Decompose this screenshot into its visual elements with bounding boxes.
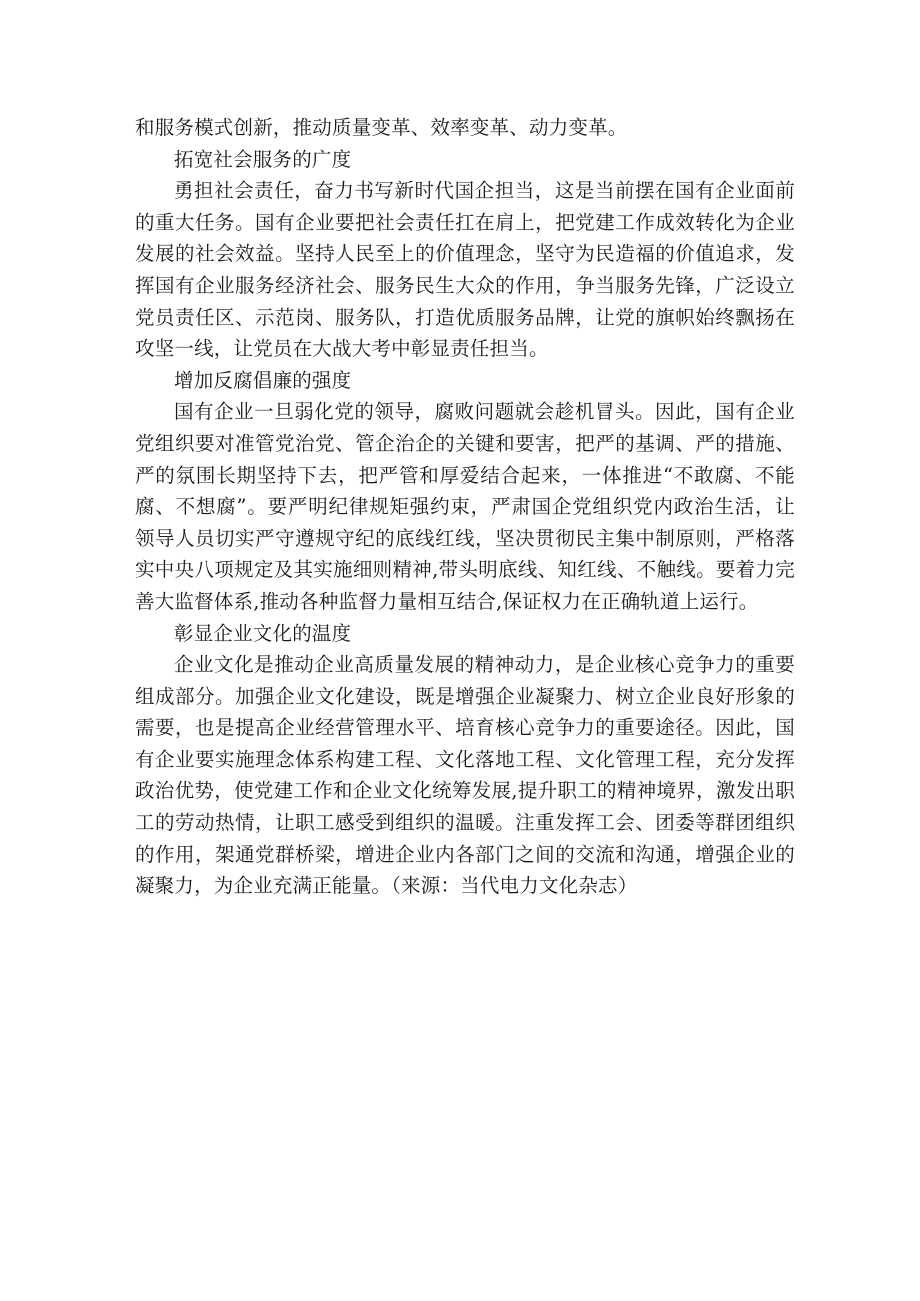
document-page: [135, 112, 795, 902]
section-body-corporate-culture: 企业文化是推动企业高质量发展的精神动力，是企业核心竞争力的重要组成部分。加强企业文化建设，既是增强企业凝聚力、树立企业良好形象的需要，也是提高企业经营管理水平、培育核心竞争力的重要途径。因此，国有企业要实施理念体系构建工程、文化落地工程、文化管理工程，充分发挥政治优势，使党建工作和企业文化统筹发展,提升职工的精神境界，激发出职工的劳动热情，让职工感受到组织的温暖。注重发挥工会、团委等群团组织的作用，架通党群桥梁，增进企业内各部门之间的交流和沟通，增强企业的凝聚力，为企业充满正能量。（来源：当代电力文化杂志）: [135, 653, 795, 898]
section-heading-social-service: 拓宽社会服务的广度: [174, 147, 352, 171]
continuation-paragraph: 和服务模式创新，推动质量变革、效率变革、动力变革。: [135, 116, 628, 139]
section-heading-anti-corruption: 增加反腐倡廉的强度: [174, 368, 352, 392]
section-body-anti-corruption: 国有企业一旦弱化党的领导，腐败问题就会趁机冒头。因此，国有企业党组织要对准管党治党、管企治企的关键和要害，把严的基调、严的措施、严的氛围长期坚持下去，把严管和厚爱结合起来，一体推进“不敢腐、不能腐、不想腐”。要严明纪律规矩强约束，严肃国企党组织党内政治生活，让领导人员切实严守遵规守纪的底线红线，坚决贯彻民主集中制原则，严格落实中央八项规定及其实施细则精神,带头明底线、知红线、不触线。要着力完善大监督体系,推动各种监督力量相互结合,保证权力在正确轨道上运行。: [135, 400, 795, 613]
section-body-social-service: 勇担社会责任，奋力书写新时代国企担当，这是当前摆在国有企业面前的重大任务。国有企业要把社会责任扛在肩上，把党建工作成效转化为企业发展的社会效益。坚持人民至上的价值理念，坚守为民造福的价值追求，发挥国有企业服务经济社会、服务民生大众的作用，争当服务先锋，广泛设立党员责任区、示范岗、服务队，打造优质服务品牌，让党的旗帜始终飘扬在攻坚一线，让党员在大战大考中彰显责任担当。: [135, 179, 795, 361]
section-heading-corporate-culture: 彰显企业文化的温度: [174, 621, 352, 645]
